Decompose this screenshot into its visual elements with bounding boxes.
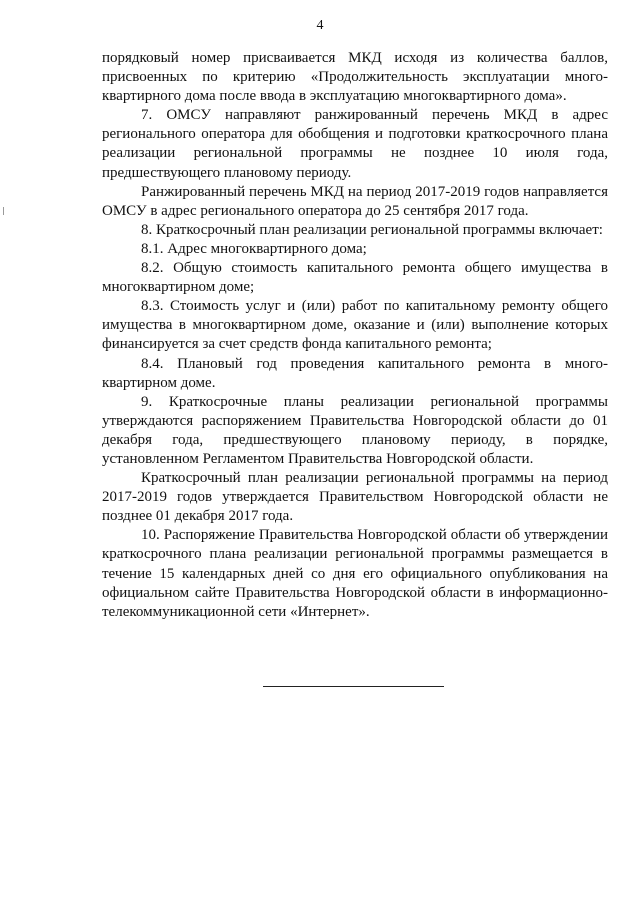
document-body xyxy=(102,49,608,622)
paragraph-9: 9. Краткосрочные планы реализации региональной программы утверждаются распоряжением Правительства Новгородской области до 01 декабря года, предшествующего плановому периоду, в порядке, установленном Регламентом Правительства Новгородской области. xyxy=(102,393,608,467)
end-of-text-rule xyxy=(263,686,444,687)
page-number: 4 xyxy=(316,18,324,33)
paragraph-8-1: 8.1. Адрес многоквартирного дома; xyxy=(141,240,367,257)
paragraph-8-3: 8.3. Стоимость услуг и (или) работ по капитальному ремонту общего имущества в многоквартирном доме, оказание и (или) выполнение которых финансируется за счет средств фонда капитального ремонта; xyxy=(102,298,608,353)
paragraph-8: 8. Краткосрочный план реализации региональной программы включает: xyxy=(141,221,603,238)
paragraph-ranked-list: Ранжированный перечень МКД на период 2017-2019 годов направляется ОМСУ в адрес регионального оператора до 25 сентября 2017 года. xyxy=(102,183,608,219)
scan-margin-mark xyxy=(3,207,4,215)
paragraph-8-2: 8.2. Общую стоимость капитального ремонта общего имущества в многоквартирном доме; xyxy=(102,260,608,296)
paragraph-criterion-continuation: порядковый номер присваивается МКД исходя из количества баллов, присвоенных по критерию «Продолжительность эксплуатации много-квартирного дома после ввода в эксплуатацию многоквартирного дома». xyxy=(102,50,608,105)
paragraph-8-4: 8.4. Плановый год проведения капитального ремонта в много-квартирном доме. xyxy=(102,355,608,391)
paragraph-short-term-plan: Краткосрочный план реализации региональной программы на период 2017-2019 годов утверждается Правительством Новгородской области не позднее 01 декабря 2017 года. xyxy=(102,470,608,525)
paragraph-10: 10. Распоряжение Правительства Новгородской области об утверждении краткосрочного плана реализации региональной программы размещается в течение 15 календарных дней со дня его официального опубликования на официальном сайте Правительства Новгородской области в информационно-телекоммуникационной сети «Интернет». xyxy=(102,527,608,620)
paragraph-7: 7. ОМСУ направляют ранжированный перечень МКД в адрес регионального оператора для обобщения и подготовки краткосрочного плана реализации региональной программы не позднее 10 июля года, предшествующего плановому периоду. xyxy=(102,107,608,181)
